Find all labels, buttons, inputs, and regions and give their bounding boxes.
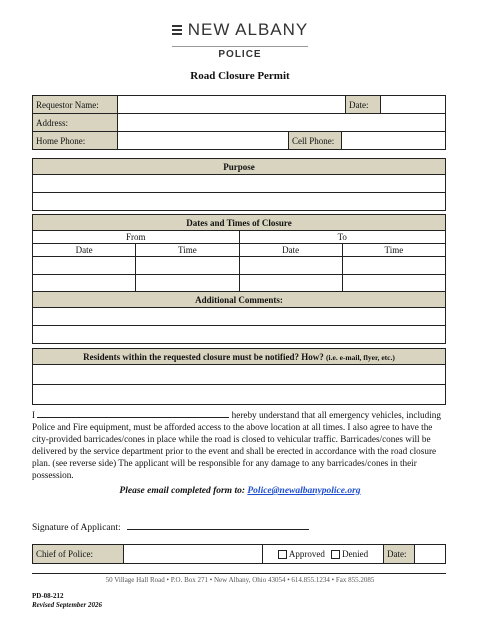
from-date-cell[interactable]: [33, 275, 136, 293]
email-instruction: [0, 486, 480, 496]
residents-line-1[interactable]: [33, 365, 446, 385]
from-time-col: Time: [136, 244, 239, 257]
requestor-name-label: Requestor Name:: [33, 96, 118, 114]
to-date-col: Date: [239, 244, 342, 257]
cell-phone-label: Cell Phone:: [289, 132, 342, 150]
logo-name: NEW ALBANY: [187, 20, 309, 39]
residents-question: Residents within the requested closure must be notified? How?: [83, 351, 324, 362]
chief-date-label: Date:: [384, 545, 415, 564]
agreement-paragraph: [32, 408, 446, 481]
signature-label: Signature of Applicant:: [32, 523, 121, 533]
dates-table: [32, 214, 446, 293]
form-id: PD-08-212: [32, 592, 64, 600]
form-title: Road Closure Permit: [190, 70, 290, 82]
chief-field[interactable]: [124, 545, 263, 564]
residents-header: [33, 349, 446, 365]
agreement-lead: I: [32, 410, 36, 420]
requestor-table: [32, 95, 446, 132]
home-phone-field[interactable]: [118, 132, 289, 150]
request-date-label: Date:: [346, 96, 381, 114]
from-time-cell[interactable]: [136, 257, 239, 275]
comments-line-1[interactable]: [33, 308, 446, 326]
request-date-field[interactable]: [381, 96, 446, 114]
purpose-line-2[interactable]: [33, 193, 446, 211]
agreement-text: hereby understand that all emergency vehicles, including Police and Fire equipment, must be afforded access to the above location at all times. I also agree to have the city-provided barricades/cones in place while the road is closed to vehicular traffic. Barricades/cones will be delivered by the service department prior to the event and shall be erected in accordance with the road closure plan. (see reverse side) The applicant will be responsible for any damage to any barricades/cones in their possession.: [32, 410, 441, 480]
chief-label: Chief of Police:: [33, 545, 124, 564]
to-label: To: [239, 231, 446, 244]
from-date-cell[interactable]: [33, 257, 136, 275]
to-date-cell[interactable]: [239, 275, 342, 293]
comments-header: Additional Comments:: [33, 292, 446, 308]
comments-line-2[interactable]: [33, 326, 446, 344]
dates-header: Dates and Times of Closure: [33, 215, 446, 231]
to-time-cell[interactable]: [342, 257, 445, 275]
revision-date: Revised September 2026: [32, 601, 102, 609]
signature-line[interactable]: [127, 520, 309, 530]
to-date-cell[interactable]: [239, 257, 342, 275]
residents-table: [32, 348, 446, 405]
logo: [0, 20, 480, 60]
from-date-col: Date: [33, 244, 136, 257]
denied-label: Denied: [342, 548, 369, 559]
residents-note: (i.e. e-mail, flyer, etc.): [326, 352, 395, 362]
home-phone-label: Home Phone:: [33, 132, 118, 150]
purpose-header: Purpose: [33, 159, 446, 175]
comments-table: [32, 291, 446, 344]
to-time-col: Time: [342, 244, 445, 257]
denied-checkbox[interactable]: [331, 550, 340, 559]
logo-subtitle: POLICE: [218, 49, 262, 60]
residents-line-2[interactable]: [33, 385, 446, 405]
decision-cell: [263, 545, 384, 564]
chief-date-field[interactable]: [415, 545, 446, 564]
applicant-name-blank[interactable]: [37, 408, 229, 418]
chief-table: [32, 544, 446, 564]
email-prompt: Please email completed form to:: [119, 486, 245, 496]
footer-rule: [32, 573, 446, 574]
from-label: From: [33, 231, 240, 244]
logo-divider: [172, 46, 308, 47]
address-field[interactable]: [118, 114, 446, 132]
phone-table: [32, 131, 446, 150]
three-bars-icon: [172, 23, 182, 37]
signature-row: [32, 520, 309, 533]
address-line: 50 Village Hall Road • P.O. Box 271 • New Albany, Ohio 43054 • 614.855.1234 • Fax 855.2085: [105, 576, 375, 584]
from-time-cell[interactable]: [136, 275, 239, 293]
form-footer: [32, 592, 102, 610]
purpose-table: [32, 158, 446, 211]
purpose-line-1[interactable]: [33, 175, 446, 193]
requestor-name-field[interactable]: [118, 96, 346, 114]
to-time-cell[interactable]: [342, 275, 445, 293]
cell-phone-field[interactable]: [342, 132, 446, 150]
email-link[interactable]: Police@newalbanypolice.org: [247, 486, 361, 496]
address-label: Address:: [33, 114, 118, 132]
approved-checkbox[interactable]: [278, 550, 287, 559]
approved-label: Approved: [288, 548, 325, 559]
